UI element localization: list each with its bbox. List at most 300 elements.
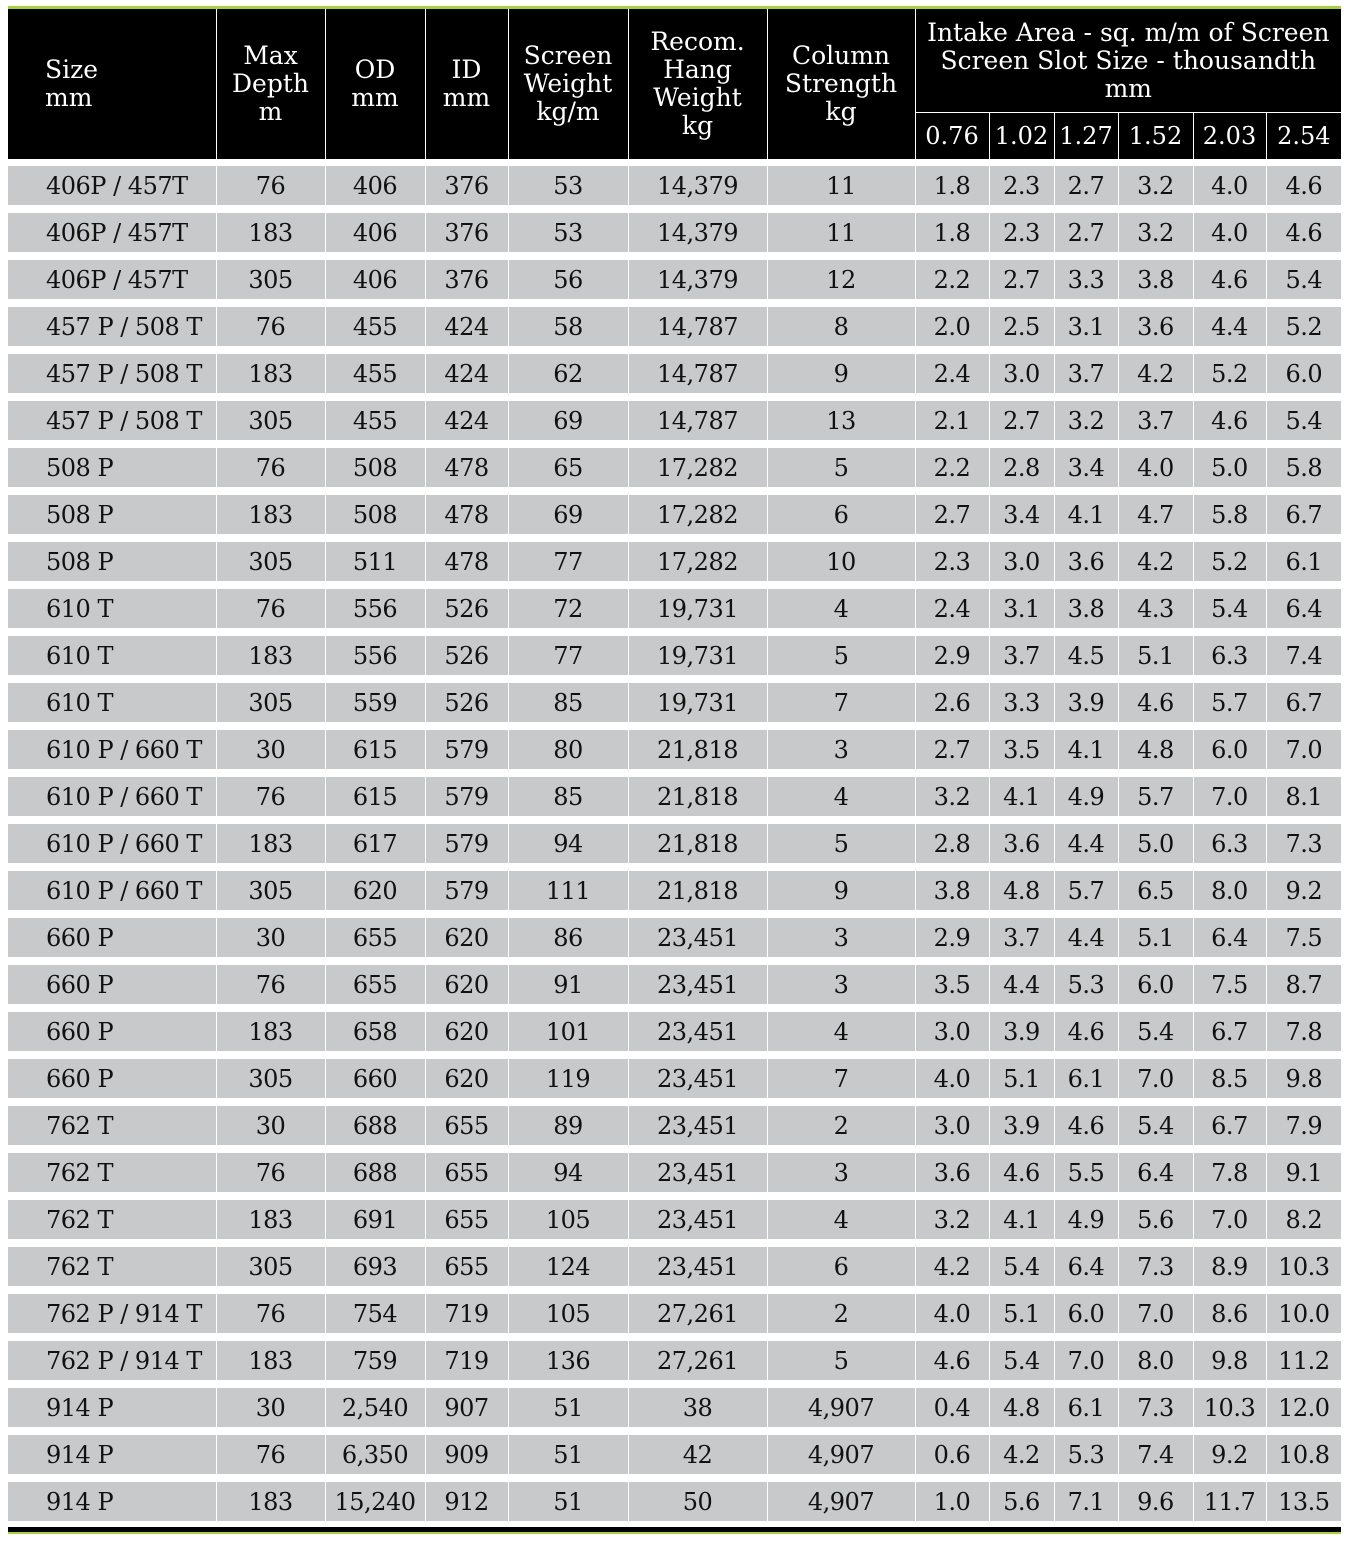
table-cell: 526 (425, 585, 508, 632)
table-row (8, 726, 1341, 773)
table-cell: 305 (216, 867, 325, 914)
table-cell: 11 (767, 166, 915, 209)
table-cell: 305 (216, 538, 325, 585)
table-cell: 4.6 (1054, 1102, 1118, 1149)
table-cell: 5.2 (1193, 350, 1266, 397)
table-cell: 4 (767, 773, 915, 820)
table-cell: 914 P (8, 1431, 216, 1478)
table-cell: 17,282 (628, 538, 767, 585)
table-cell: 94 (508, 1149, 628, 1196)
table-cell: 620 (425, 1055, 508, 1102)
table-cell: 6.0 (1054, 1290, 1118, 1337)
table-cell: 4.2 (915, 1243, 989, 1290)
table-cell: 914 P (8, 1478, 216, 1521)
table-cell: 3 (767, 726, 915, 773)
table-cell: 7 (767, 1055, 915, 1102)
table-cell: 3.7 (1118, 397, 1193, 444)
table-cell: 58 (508, 303, 628, 350)
table-row (8, 679, 1341, 726)
table-row (8, 350, 1341, 397)
table-row (8, 632, 1341, 679)
table-cell: 457 P / 508 T (8, 303, 216, 350)
header-line: kg (681, 111, 714, 140)
table-row (8, 1055, 1341, 1102)
table-cell: 457 P / 508 T (8, 397, 216, 444)
table-cell: 508 (325, 491, 425, 538)
table-cell: 5.7 (1193, 679, 1266, 726)
table-cell: 3.6 (989, 820, 1054, 867)
table-cell: 4.9 (1054, 1196, 1118, 1243)
table-cell: 4.6 (989, 1149, 1054, 1196)
header-line: Column (791, 41, 891, 70)
table-cell: 508 (325, 444, 425, 491)
table-cell: 5.4 (1266, 397, 1341, 444)
table-cell: 4.6 (915, 1337, 989, 1384)
table-cell: 23,451 (628, 1196, 767, 1243)
table-cell: 5.4 (989, 1337, 1054, 1384)
table-cell: 13 (767, 397, 915, 444)
table-row (8, 166, 1341, 209)
table-cell: 660 P (8, 1008, 216, 1055)
table-cell: 27,261 (628, 1290, 767, 1337)
table-cell: 3.1 (1054, 303, 1118, 350)
table-cell: 7.5 (1266, 914, 1341, 961)
table-cell: 76 (216, 1290, 325, 1337)
table-cell: 3 (767, 914, 915, 961)
table-row (8, 1149, 1341, 1196)
header-size (8, 9, 216, 159)
table-row (8, 1243, 1341, 1290)
table-cell: 914 P (8, 1384, 216, 1431)
table-cell: 4.4 (1054, 914, 1118, 961)
header-od (325, 9, 425, 159)
table-cell: 14,787 (628, 350, 767, 397)
table-cell: 2.8 (989, 444, 1054, 491)
table-cell: 376 (425, 166, 508, 209)
table-cell: 11.7 (1193, 1478, 1266, 1521)
table-cell: 5.8 (1266, 444, 1341, 491)
table-cell: 4.0 (1193, 166, 1266, 209)
table-cell: 4.1 (1054, 491, 1118, 538)
table-cell: 3.3 (1054, 256, 1118, 303)
table-cell: 5.1 (989, 1055, 1054, 1102)
table-cell: 3.6 (1118, 303, 1193, 350)
table-cell: 4 (767, 1196, 915, 1243)
table-cell: 6.7 (1266, 679, 1341, 726)
table-cell: 655 (425, 1243, 508, 1290)
header-line: mm (1104, 73, 1152, 103)
table-cell: 4.6 (1193, 256, 1266, 303)
table-cell: 4.8 (989, 867, 1054, 914)
table-cell: 72 (508, 585, 628, 632)
table-cell: 3.8 (1118, 256, 1193, 303)
table-cell: 7.8 (1266, 1008, 1341, 1055)
table-cell: 23,451 (628, 1102, 767, 1149)
table-cell: 69 (508, 397, 628, 444)
table-cell: 6.1 (1266, 538, 1341, 585)
table-cell: 660 P (8, 1055, 216, 1102)
table-cell: 2,540 (325, 1384, 425, 1431)
table-cell: 6.3 (1193, 820, 1266, 867)
table-cell: 8.0 (1193, 867, 1266, 914)
table-cell: 7.4 (1118, 1431, 1193, 1478)
table-cell: 305 (216, 256, 325, 303)
table-cell: 620 (425, 961, 508, 1008)
header-slot-size: 1.27 (1054, 113, 1118, 160)
table-cell: 2.7 (1054, 209, 1118, 256)
table-cell: 5.4 (1266, 256, 1341, 303)
table-cell: 3.5 (915, 961, 989, 1008)
table-cell: 6.7 (1193, 1102, 1266, 1149)
table-cell: 3.4 (989, 491, 1054, 538)
table-cell: 376 (425, 209, 508, 256)
table-cell: 559 (325, 679, 425, 726)
table-cell: 21,818 (628, 820, 767, 867)
table-cell: 4,907 (767, 1431, 915, 1478)
table-row (8, 1008, 1341, 1055)
table-cell: 5.3 (1054, 1431, 1118, 1478)
table-cell: 4.4 (1054, 820, 1118, 867)
table-cell: 424 (425, 303, 508, 350)
table-cell: 76 (216, 585, 325, 632)
table-cell: 5.2 (1266, 303, 1341, 350)
table-cell: 305 (216, 397, 325, 444)
table-cell: 2.3 (989, 209, 1054, 256)
table-cell: 660 (325, 1055, 425, 1102)
table-cell: 305 (216, 1243, 325, 1290)
table-cell: 4.0 (1193, 209, 1266, 256)
table-cell: 7.0 (1193, 1196, 1266, 1243)
table-cell: 4.8 (989, 1384, 1054, 1431)
table-cell: 6.5 (1118, 867, 1193, 914)
table-cell: 3.8 (915, 867, 989, 914)
table-cell: 7.0 (1054, 1337, 1118, 1384)
table-cell: 511 (325, 538, 425, 585)
table-cell: 3.1 (989, 585, 1054, 632)
table-cell: 5 (767, 820, 915, 867)
table-cell: 4.1 (989, 1196, 1054, 1243)
table-cell: 5 (767, 444, 915, 491)
table-cell: 7.0 (1193, 773, 1266, 820)
table-cell: 556 (325, 585, 425, 632)
table-cell: 3.0 (989, 350, 1054, 397)
table-cell: 91 (508, 961, 628, 1008)
table-cell: 2.7 (915, 726, 989, 773)
header-id (425, 9, 508, 159)
table-cell: 688 (325, 1102, 425, 1149)
table-cell: 7.0 (1118, 1290, 1193, 1337)
table-cell: 688 (325, 1149, 425, 1196)
table-row (8, 256, 1341, 303)
table-cell: 8.9 (1193, 1243, 1266, 1290)
table-row (8, 397, 1341, 444)
table-cell: 10.8 (1266, 1431, 1341, 1478)
table-cell: 7.3 (1266, 820, 1341, 867)
table-cell: 406P / 457T (8, 256, 216, 303)
table-cell: 105 (508, 1196, 628, 1243)
table-cell: 610 T (8, 679, 216, 726)
table-cell: 478 (425, 444, 508, 491)
table-cell: 4.3 (1118, 585, 1193, 632)
table-cell: 80 (508, 726, 628, 773)
header-slot-size: 2.03 (1193, 113, 1266, 160)
table-cell: 762 P / 914 T (8, 1337, 216, 1384)
table-cell: 3.9 (989, 1102, 1054, 1149)
table-cell: 183 (216, 209, 325, 256)
table-cell: 2.9 (915, 914, 989, 961)
table-cell: 183 (216, 350, 325, 397)
header-line: mm (45, 83, 93, 112)
table-cell: 23,451 (628, 1243, 767, 1290)
header-slot-size: 1.52 (1118, 113, 1193, 160)
table-cell: 77 (508, 632, 628, 679)
table-cell: 455 (325, 303, 425, 350)
table-cell: 2.7 (989, 397, 1054, 444)
table-cell: 7 (767, 679, 915, 726)
table-cell: 4,907 (767, 1384, 915, 1431)
table-cell: 3.9 (1054, 679, 1118, 726)
table-cell: 907 (425, 1384, 508, 1431)
table-cell: 53 (508, 166, 628, 209)
table-cell: 610 P / 660 T (8, 726, 216, 773)
table-cell: 21,818 (628, 867, 767, 914)
table-cell: 4.7 (1118, 491, 1193, 538)
table-cell: 6 (767, 1243, 915, 1290)
table-cell: 406 (325, 209, 425, 256)
table-cell: 4.4 (989, 961, 1054, 1008)
table-cell: 579 (425, 820, 508, 867)
table-cell: 9.1 (1266, 1149, 1341, 1196)
header-column-strength (767, 9, 915, 159)
table-cell: 4.1 (1054, 726, 1118, 773)
table-cell: 3.6 (915, 1149, 989, 1196)
table-cell: 6.0 (1266, 350, 1341, 397)
table-cell: 406P / 457T (8, 166, 216, 209)
table-cell: 23,451 (628, 914, 767, 961)
table-cell: 4.2 (989, 1431, 1054, 1478)
table-cell: 86 (508, 914, 628, 961)
table-cell: 9.6 (1118, 1478, 1193, 1521)
table-cell: 6.0 (1118, 961, 1193, 1008)
table-cell: 9 (767, 867, 915, 914)
table-cell: 19,731 (628, 632, 767, 679)
table-cell: 12 (767, 256, 915, 303)
table-row (8, 820, 1341, 867)
table-cell: 305 (216, 679, 325, 726)
table-cell: 94 (508, 820, 628, 867)
table-cell: 6.0 (1193, 726, 1266, 773)
table-cell: 9 (767, 350, 915, 397)
table-cell: 62 (508, 350, 628, 397)
header-intake-area (915, 9, 1341, 113)
table-cell: 13.5 (1266, 1478, 1341, 1521)
table-cell: 376 (425, 256, 508, 303)
table-cell: 3.6 (1054, 538, 1118, 585)
table-cell: 655 (425, 1196, 508, 1243)
table-cell: 2.5 (989, 303, 1054, 350)
table-cell: 754 (325, 1290, 425, 1337)
table-cell: 4.0 (915, 1290, 989, 1337)
header-line: OD (354, 55, 396, 84)
table-cell: 508 P (8, 538, 216, 585)
table-cell: 2 (767, 1102, 915, 1149)
table-cell: 620 (325, 867, 425, 914)
table-cell: 610 P / 660 T (8, 820, 216, 867)
table-cell: 6.4 (1054, 1243, 1118, 1290)
table-body (8, 159, 1341, 1521)
table-cell: 2.0 (915, 303, 989, 350)
table-cell: 2.7 (989, 256, 1054, 303)
table-cell: 6.7 (1193, 1008, 1266, 1055)
table-row (8, 491, 1341, 538)
table-cell: 2.2 (915, 444, 989, 491)
table-row (8, 961, 1341, 1008)
header-line: kg (825, 97, 857, 126)
table-cell: 556 (325, 632, 425, 679)
spec-table-container (8, 6, 1341, 1534)
table-cell: 77 (508, 538, 628, 585)
header-line: Max (243, 41, 298, 70)
header-line: mm (351, 83, 399, 112)
table-cell: 455 (325, 397, 425, 444)
table-cell: 3.3 (989, 679, 1054, 726)
table-cell: 3.0 (989, 538, 1054, 585)
table-cell: 7.8 (1193, 1149, 1266, 1196)
table-cell: 8.0 (1118, 1337, 1193, 1384)
table-cell: 4.0 (1118, 444, 1193, 491)
table-cell: 610 T (8, 632, 216, 679)
table-cell: 183 (216, 1196, 325, 1243)
table-cell: 610 P / 660 T (8, 773, 216, 820)
header-line: Screen (523, 41, 613, 70)
table-cell: 76 (216, 961, 325, 1008)
table-cell: 19,731 (628, 585, 767, 632)
table-cell: 5.2 (1193, 538, 1266, 585)
table-cell: 762 P / 914 T (8, 1290, 216, 1337)
table-cell: 11 (767, 209, 915, 256)
table-cell: 30 (216, 1384, 325, 1431)
table-cell: 4.6 (1266, 209, 1341, 256)
table-row (8, 1478, 1341, 1521)
table-cell: 76 (216, 444, 325, 491)
table-cell: 579 (425, 867, 508, 914)
table-row (8, 1384, 1341, 1431)
table-cell: 56 (508, 256, 628, 303)
table-cell: 4.2 (1118, 538, 1193, 585)
table-cell: 183 (216, 491, 325, 538)
table-cell: 51 (508, 1431, 628, 1478)
table-cell: 23,451 (628, 961, 767, 1008)
table-cell: 4.6 (1266, 166, 1341, 209)
table-cell: 5.4 (1118, 1008, 1193, 1055)
table-cell: 53 (508, 209, 628, 256)
table-cell: 1.0 (915, 1478, 989, 1521)
table-cell: 183 (216, 1008, 325, 1055)
table-row (8, 773, 1341, 820)
header-slot-size: 2.54 (1266, 113, 1341, 160)
table-cell: 1.8 (915, 209, 989, 256)
table-cell: 3.7 (989, 632, 1054, 679)
table-cell: 3.5 (989, 726, 1054, 773)
table-cell: 7.5 (1193, 961, 1266, 1008)
table-cell: 693 (325, 1243, 425, 1290)
table-cell: 76 (216, 773, 325, 820)
table-cell: 655 (425, 1102, 508, 1149)
table-cell: 719 (425, 1337, 508, 1384)
table-cell: 4.4 (1193, 303, 1266, 350)
table-cell: 526 (425, 632, 508, 679)
table-cell: 579 (425, 773, 508, 820)
table-cell: 8.2 (1266, 1196, 1341, 1243)
table-cell: 15,240 (325, 1478, 425, 1521)
table-row (8, 1337, 1341, 1384)
table-cell: 9.2 (1193, 1431, 1266, 1478)
table-cell: 23,451 (628, 1055, 767, 1102)
table-cell: 8.5 (1193, 1055, 1266, 1102)
table-cell: 50 (628, 1478, 767, 1521)
table-cell: 183 (216, 1478, 325, 1521)
table-cell: 38 (628, 1384, 767, 1431)
table-cell: 3.0 (915, 1008, 989, 1055)
table-cell: 7.3 (1118, 1243, 1193, 1290)
table-cell: 610 T (8, 585, 216, 632)
table-cell: 4.2 (1118, 350, 1193, 397)
table-cell: 4.0 (915, 1055, 989, 1102)
table-cell: 610 P / 660 T (8, 867, 216, 914)
table-cell: 658 (325, 1008, 425, 1055)
table-row (8, 1102, 1341, 1149)
table-cell: 10 (767, 538, 915, 585)
table-cell: 19,731 (628, 679, 767, 726)
table-cell: 3.2 (915, 1196, 989, 1243)
table-cell: 4 (767, 585, 915, 632)
table-cell: 9.2 (1266, 867, 1341, 914)
header-line: Weight (653, 83, 742, 112)
header-line: Size (45, 55, 99, 84)
table-row (8, 538, 1341, 585)
table-row (8, 1196, 1341, 1243)
table-cell: 2.1 (915, 397, 989, 444)
header-line: Weight (523, 69, 613, 98)
table-cell: 3.2 (915, 773, 989, 820)
header-line: Intake Area - sq. m/m of Screen (927, 17, 1330, 47)
table-cell: 10.3 (1266, 1243, 1341, 1290)
table-cell: 2.6 (915, 679, 989, 726)
table-cell: 762 T (8, 1243, 216, 1290)
table-cell: 124 (508, 1243, 628, 1290)
table-cell: 4 (767, 1008, 915, 1055)
table-cell: 21,818 (628, 726, 767, 773)
table-cell: 3.0 (915, 1102, 989, 1149)
table-cell: 23,451 (628, 1149, 767, 1196)
table-cell: 5.7 (1054, 867, 1118, 914)
table-cell: 508 P (8, 491, 216, 538)
table-cell: 406P / 457T (8, 209, 216, 256)
table-cell: 759 (325, 1337, 425, 1384)
table-cell: 5.6 (1118, 1196, 1193, 1243)
table-row (8, 1431, 1341, 1478)
table-cell: 5.4 (1193, 585, 1266, 632)
header-line: m (258, 97, 283, 126)
table-cell: 2.4 (915, 350, 989, 397)
table-row (8, 1290, 1341, 1337)
screen-spec-table (8, 9, 1341, 1521)
table-cell: 5.3 (1054, 961, 1118, 1008)
header-line: kg/m (536, 97, 600, 126)
table-cell: 10.3 (1193, 1384, 1266, 1431)
header-line: ID (451, 55, 482, 84)
table-cell: 30 (216, 726, 325, 773)
